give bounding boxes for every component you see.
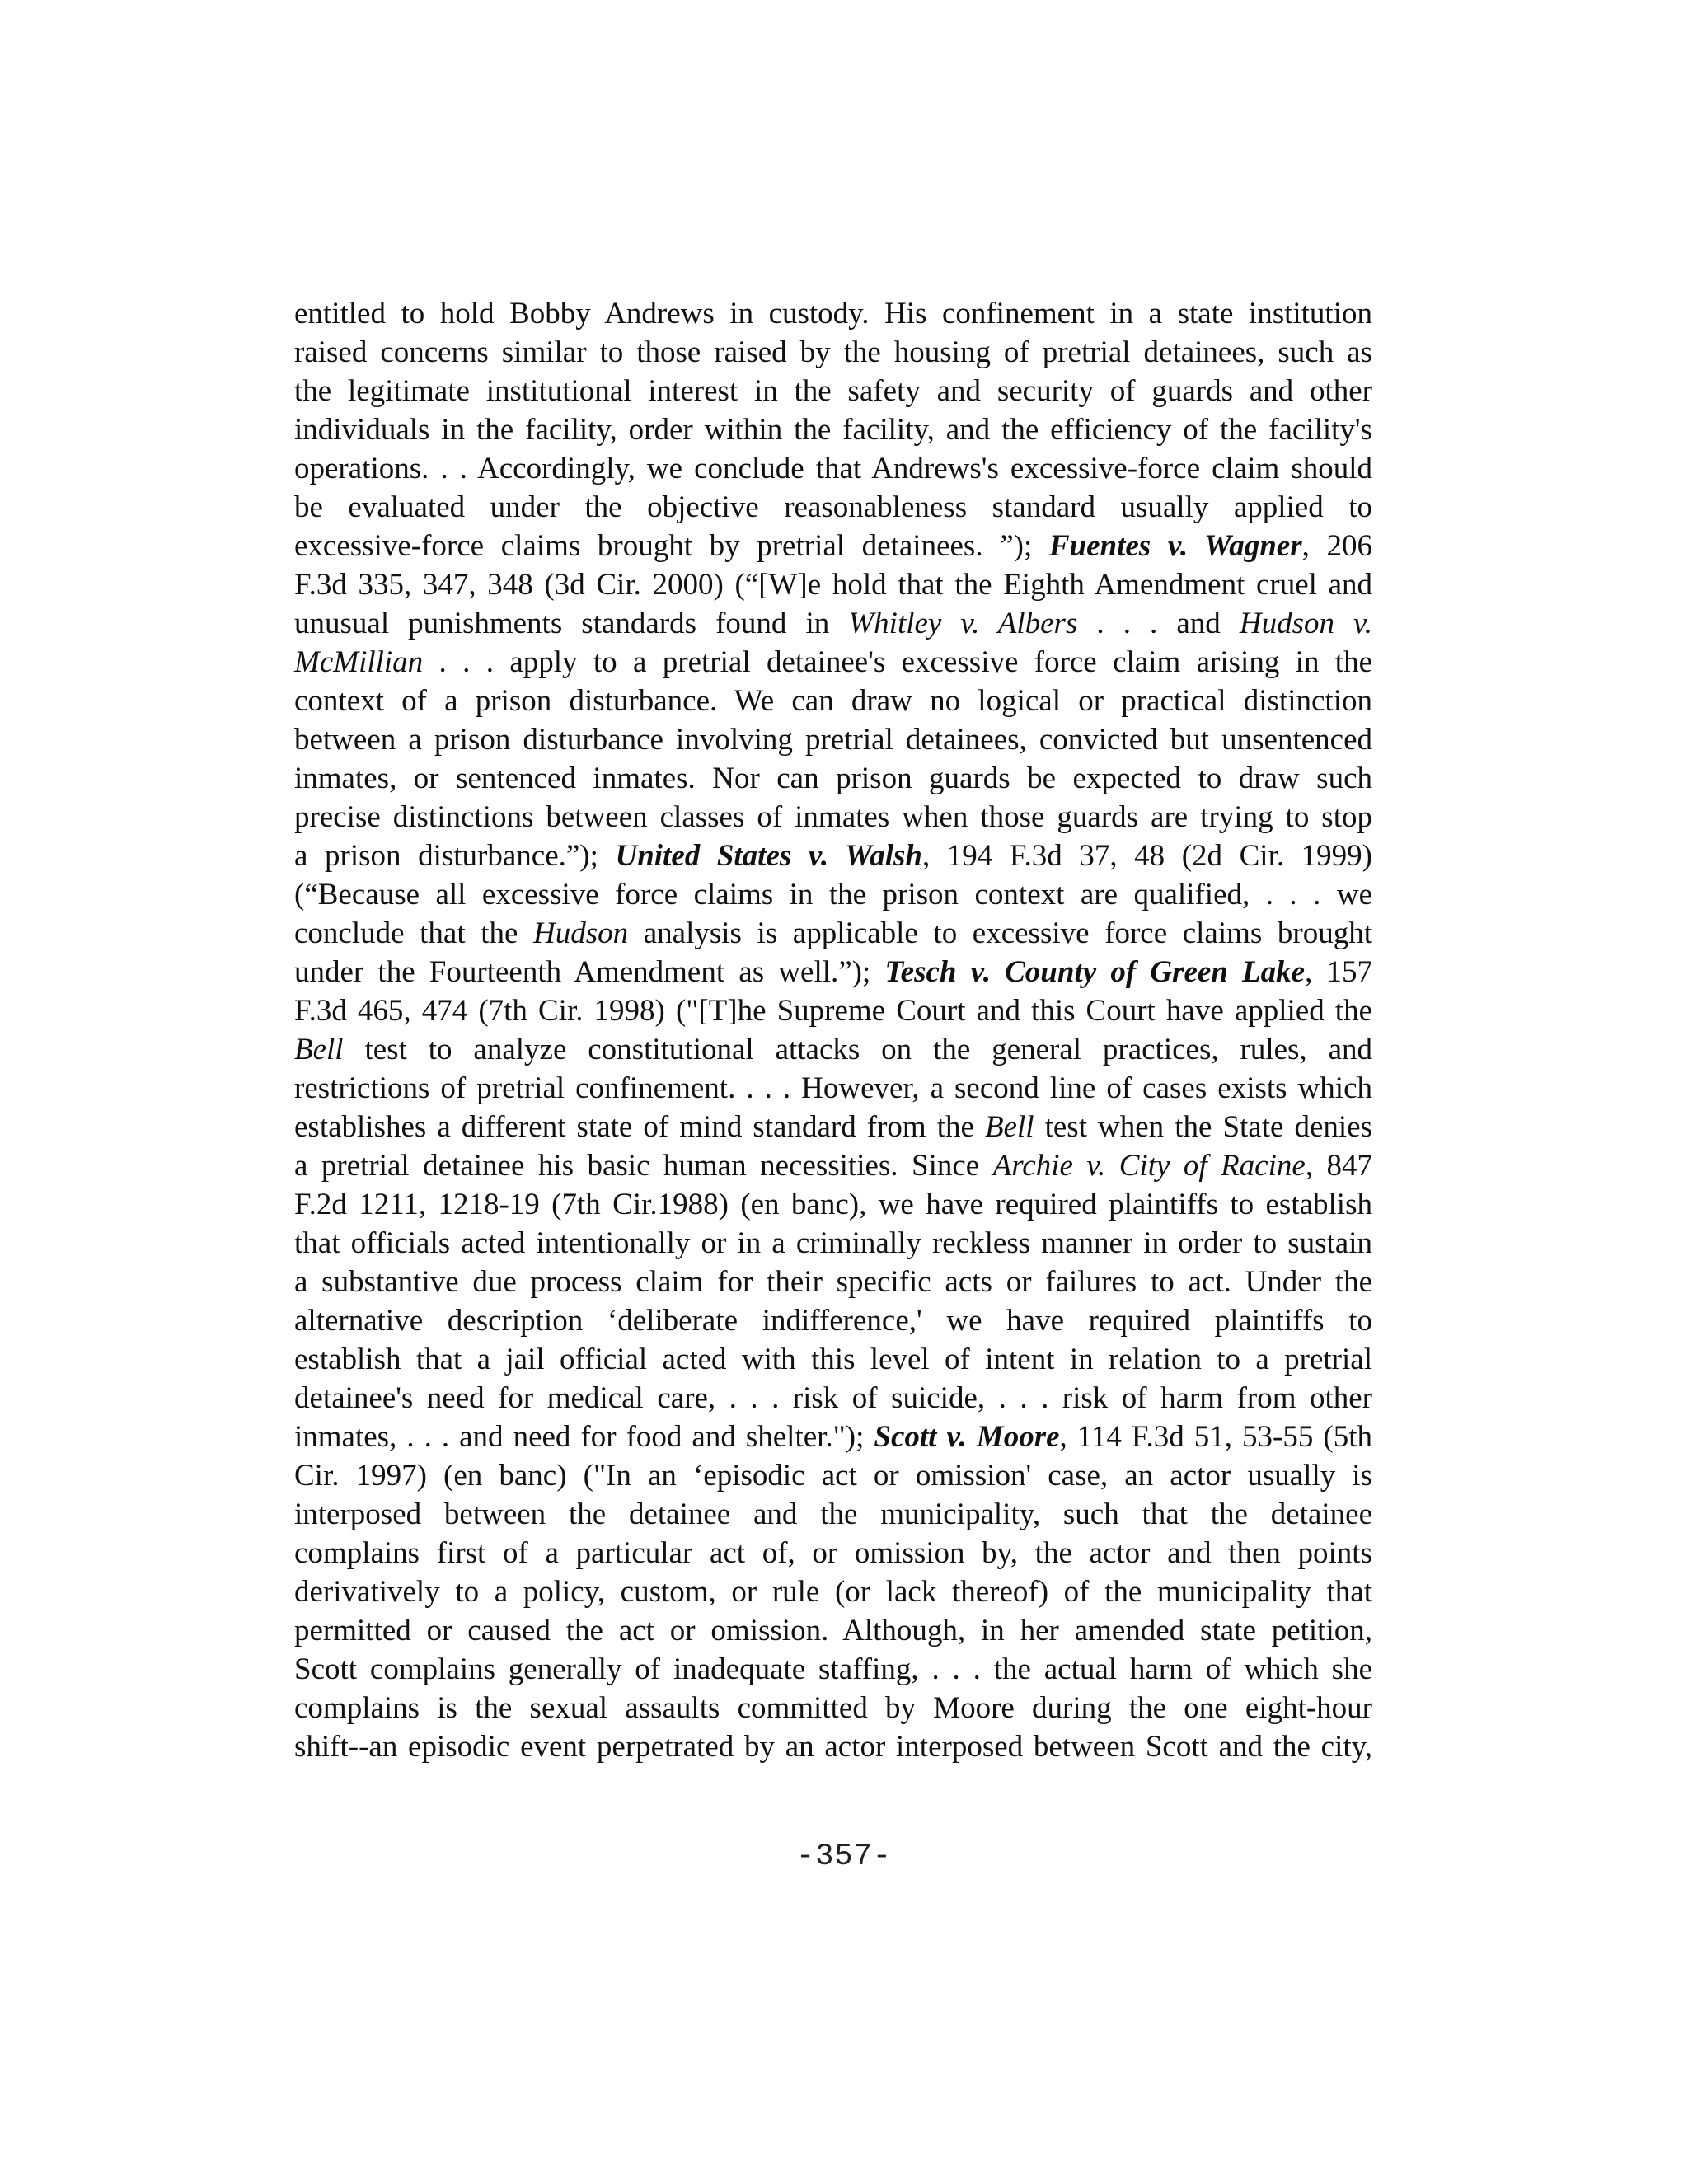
italic-reference: McMillian	[294, 645, 424, 679]
text-line	[294, 1689, 1372, 1727]
text-line	[294, 410, 1372, 449]
text-line	[294, 1108, 1372, 1146]
body-text	[294, 294, 1372, 1766]
case-citation: Tesch v. County of Green Lake	[884, 955, 1306, 989]
italic-reference: Bell	[294, 1033, 344, 1066]
text-segment: , 206	[1301, 529, 1372, 563]
text-segment: , 114 F.3d 51, 53-55 (5th	[1059, 1420, 1372, 1454]
text-line	[294, 1379, 1372, 1418]
text-segment: detainee's need for medical care, . . . risk of suicide, . . . risk of harm from other	[294, 1381, 1372, 1415]
text-segment: individuals in the facility, order within the facility, and the efficiency of the facility's	[294, 413, 1372, 447]
text-segment: establishes a different state of mind standard from the	[294, 1110, 985, 1144]
text-line	[294, 720, 1372, 759]
text-segment: shift--an episodic event perpetrated by an actor interposed between Scott and the city,	[294, 1730, 1372, 1764]
text-segment: operations. . . Accordingly, we conclude that Andrews's excessive-force claim should	[294, 452, 1372, 485]
text-segment: be evaluated under the objective reasonableness standard usually applied to	[294, 490, 1372, 524]
text-segment: raised concerns similar to those raised by the housing of pretrial detainees, such as	[294, 335, 1372, 369]
text-line	[294, 875, 1372, 914]
text-segment: precise distinctions between classes of inmates when those guards are trying to stop	[294, 800, 1372, 834]
text-line	[294, 1069, 1372, 1108]
text-line	[294, 682, 1372, 720]
text-segment: complains first of a particular act of, or omission by, the actor and then points	[294, 1536, 1372, 1570]
text-line	[294, 837, 1372, 875]
text-segment: establish that a jail official acted with this level of intent in relation to a pretrial	[294, 1343, 1372, 1376]
italic-reference: Hudson v.	[1239, 607, 1372, 640]
text-segment: F.3d 335, 347, 348 (3d Cir. 2000) (“[W]e hold that the Eighth Amendment cruel and	[294, 568, 1372, 602]
text-line	[294, 1224, 1372, 1263]
text-line	[294, 1030, 1372, 1069]
text-segment: Scott complains generally of inadequate staffing, . . . the actual harm of which she	[294, 1652, 1372, 1686]
text-segment: permitted or caused the act or omission. Although, in her amended state petition,	[294, 1614, 1372, 1647]
text-segment: a substantive due process claim for their specific acts or failures to act. Under the	[294, 1265, 1372, 1299]
text-segment: test when the State denies	[1034, 1110, 1372, 1144]
case-citation: Scott v. Moore	[874, 1420, 1060, 1454]
text-segment: , 157	[1305, 955, 1373, 989]
text-line	[294, 1727, 1372, 1766]
text-segment: under the Fourteenth Amendment as well.”);	[294, 955, 885, 989]
text-line	[294, 1146, 1372, 1185]
text-line	[294, 565, 1372, 604]
text-segment: test to analyze constitutional attacks on the general practices, rules, and	[343, 1033, 1372, 1066]
text-segment: . . . apply to a pretrial detainee's excessive force claim arising in the	[423, 645, 1372, 679]
text-segment: inmates, or sentenced inmates. Nor can prison guards be expected to draw such	[294, 762, 1372, 795]
text-segment: unusual punishments standards found in	[294, 607, 849, 640]
text-segment: , 194 F.3d 37, 48 (2d Cir. 1999)	[921, 839, 1373, 873]
text-line	[294, 798, 1372, 837]
text-segment: analysis is applicable to excessive force claims brought	[628, 916, 1372, 950]
text-segment: (“Because all excessive force claims in the prison context are qualified, . . . we	[294, 878, 1372, 912]
text-line	[294, 1301, 1372, 1340]
text-segment: F.2d 1211, 1218-19 (7th Cir.1988) (en banc), we have required plaintiffs to establish	[294, 1188, 1372, 1221]
text-segment: entitled to hold Bobby Andrews in custody. His confinement in a state institution	[294, 297, 1372, 330]
text-segment: a prison disturbance.”);	[294, 839, 616, 873]
text-line	[294, 1495, 1372, 1534]
text-line	[294, 1263, 1372, 1301]
text-segment: F.3d 465, 474 (7th Cir. 1998) ("[T]he Supreme Court and this Court have applied the	[294, 994, 1372, 1028]
text-line	[294, 1185, 1372, 1224]
text-line	[294, 1572, 1372, 1611]
text-line	[294, 1534, 1372, 1572]
text-line	[294, 1340, 1372, 1379]
text-segment: complains is the sexual assaults committed by Moore during the one eight-hour	[294, 1691, 1372, 1725]
text-segment: excessive-force claims brought by pretrial detainees. ”);	[294, 529, 1049, 563]
text-line	[294, 914, 1372, 953]
case-citation: Fuentes v. Wagner	[1048, 529, 1302, 563]
text-segment: , 847	[1305, 1149, 1373, 1183]
case-citation: United States v. Walsh	[615, 839, 922, 873]
page-number: -357-	[795, 1840, 893, 1874]
text-segment: inmates, . . . and need for food and shelter.");	[294, 1420, 874, 1454]
text-line	[294, 449, 1372, 488]
text-line	[294, 953, 1372, 991]
text-line	[294, 1418, 1372, 1456]
text-line	[294, 294, 1372, 333]
text-line	[294, 527, 1372, 565]
text-line	[294, 1456, 1372, 1495]
italic-reference: Bell	[984, 1110, 1034, 1144]
text-segment: that officials acted intentionally or in a criminally reckless manner in order to sustain	[294, 1226, 1372, 1260]
italic-reference: Whitley v. Albers	[848, 607, 1078, 640]
text-segment: the legitimate institutional interest in the safety and security of guards and other	[294, 374, 1372, 408]
text-line	[294, 488, 1372, 527]
text-segment: conclude that the	[294, 916, 534, 950]
text-line	[294, 604, 1372, 643]
text-segment: context of a prison disturbance. We can draw no logical or practical distinction	[294, 684, 1372, 718]
text-line	[294, 643, 1372, 682]
text-segment: derivatively to a policy, custom, or rule (or lack thereof) of the municipality that	[294, 1575, 1372, 1609]
text-segment: between a prison disturbance involving pretrial detainees, convicted but unsentenced	[294, 723, 1372, 757]
text-segment: . . . and	[1077, 607, 1240, 640]
italic-reference: Hudson	[533, 916, 629, 950]
text-line	[294, 759, 1372, 798]
text-segment: a pretrial detainee his basic human necessities. Since	[294, 1149, 993, 1183]
text-line	[294, 991, 1372, 1030]
text-line	[294, 333, 1372, 372]
text-line	[294, 1611, 1372, 1650]
text-line	[294, 1650, 1372, 1689]
text-segment: alternative description ‘deliberate indifference,' we have required plaintiffs to	[294, 1304, 1372, 1338]
italic-reference: Archie v. City of Racine	[992, 1149, 1306, 1183]
text-segment: interposed between the detainee and the municipality, such that the detainee	[294, 1497, 1372, 1531]
text-segment: Cir. 1997) (en banc) ("In an ‘episodic act or omission' case, an actor usually is	[294, 1459, 1372, 1493]
text-segment: restrictions of pretrial confinement. . . . However, a second line of cases exists which	[294, 1071, 1372, 1105]
text-line	[294, 372, 1372, 410]
